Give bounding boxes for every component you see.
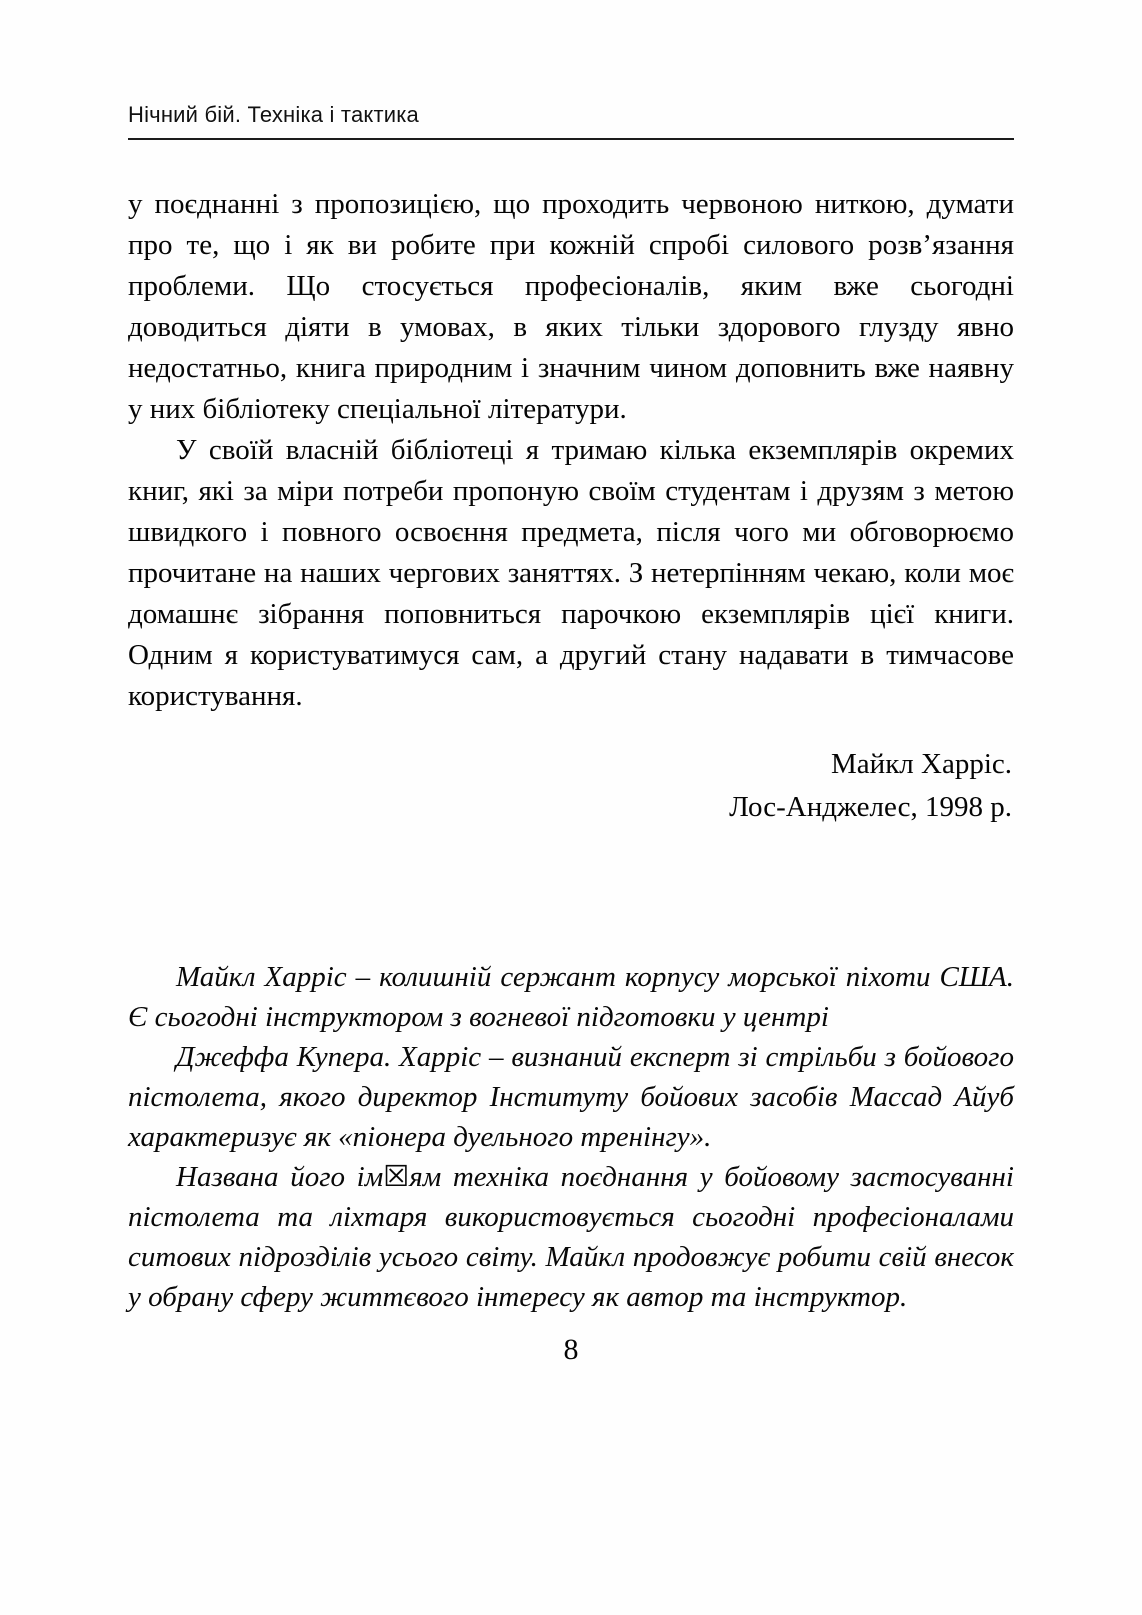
signature-block (128, 743, 1014, 829)
paragraph: У своїй власній бібліотеці я тримаю кілька екземплярів окремих книг, які за міри потреби пропоную своїм студентам і друзям з метою швидкого і повного освоєння предмета, після чого ми обговорюємо прочитане на наших чергових заняттях. З нетерпінням чекаю, коли моє домашнє зібрання поповниться парочкою екземплярів цієї книги. Одним я користуватимуся сам, а другий стану надавати в тимчасове користування. (128, 434, 1014, 712)
page-body (128, 184, 1014, 1367)
signature-author: Майкл Харріс. (831, 748, 1012, 780)
paragraph: у поєднанні з пропозицією, що проходить червоною ниткою, думати про те, що і як ви робите при кожній спробі силового розв’язання проблеми. Що стосується професіоналів, яким вже сьогодні доводиться діяти в умовах, в яких тільки здорового глузду явно недостатньо, книга природним і значним чином доповнить вже наявну у них бібліотеку спеціальної літератури. (128, 188, 1014, 425)
bio-paragraph: Джеффа Купера. Харріс – визнаний експерт зі стрільби з бойового пістолета, якого директор Інституту бойових засобів Массад Айуб характеризує як «піонера дуельного тренінгу». (128, 1041, 1014, 1153)
content-column (128, 0, 1014, 1367)
running-header (128, 0, 1014, 140)
running-title: Нічний бій. Техніка і тактика (128, 102, 419, 127)
signature-place-date: Лос-Анджелес, 1998 р. (729, 791, 1012, 823)
bio-paragraph: Названа його ім☒ям техніка поєднання у бойовому застосуванні пістолета та ліхтаря використовується сьогодні професіоналами ситових підрозділів усього світу. Майкл продовжує робити свій внесок у обрану сферу життєвого інтересу як автор та інструктор. (128, 1161, 1014, 1313)
author-bio (128, 957, 1014, 1317)
page-number: 8 (563, 1333, 579, 1366)
bio-paragraph: Майкл Харріс – колишній сержант корпусу морської піхоти США. Є сьогодні інструктором з вогневої підготовки у центрі (128, 961, 1014, 1033)
